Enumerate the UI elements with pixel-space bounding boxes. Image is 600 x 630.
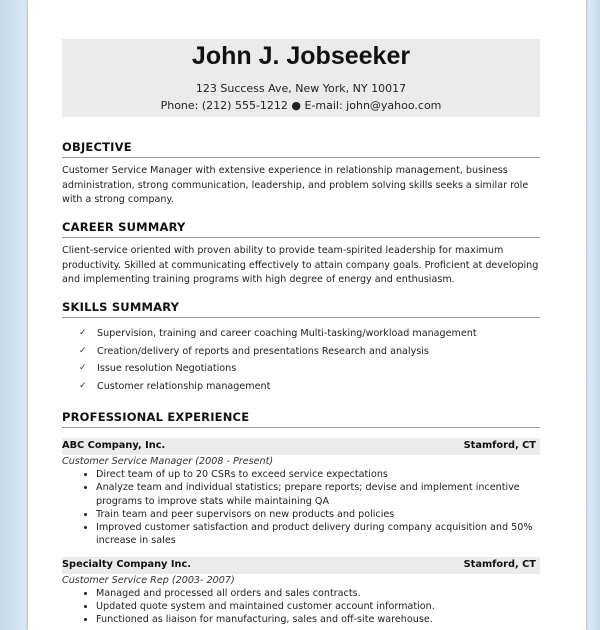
objective-section: [62, 140, 540, 208]
duty-item: • Managed and processed all orders and sales contracts.: [96, 587, 540, 600]
skill-text: Issue resolution Negotiations: [97, 363, 237, 374]
window-frame-left: [0, 0, 28, 630]
job-entry: [62, 438, 540, 548]
section-title: CAREER SUMMARY: [62, 220, 540, 238]
career-summary-text: Client-service oriented with proven ability to provide team-spirited leadership for maximum productivity. Skilled at communicating effectively to attain company goals. Proficient at developing and implementing training programs with high degree of energy and enthusiasm.: [62, 245, 539, 285]
company-name: ABC Company, Inc.: [62, 440, 166, 451]
duty-item: • Direct team of up to 20 CSRs to exceed service expectations: [96, 468, 540, 481]
job-title: Customer Service Rep (2003- 2007): [62, 574, 235, 586]
skill-item: [79, 378, 540, 396]
job-location: Stamford, CT: [463, 440, 536, 451]
skills-summary-section: [62, 300, 540, 395]
window-frame-right: [586, 0, 600, 630]
job-location: Stamford, CT: [463, 558, 536, 570]
checkmark-icon: ✓: [79, 345, 87, 356]
career-summary-section: [62, 220, 540, 288]
section-title: OBJECTIVE: [62, 140, 540, 158]
skill-item: [79, 343, 540, 361]
resume-header: [62, 39, 540, 117]
duties-list: [62, 468, 540, 548]
company-name: Specialty Company Inc.: [62, 558, 192, 570]
candidate-address: 123 Success Ave, New York, NY 10017: [195, 82, 407, 95]
skill-text: Supervision, training and career coaching Multi-tasking/workload management: [97, 328, 477, 339]
skill-text: Customer relationship management: [97, 380, 271, 392]
skill-item: [79, 360, 540, 378]
section-title: SKILLS SUMMARY: [62, 300, 540, 318]
job-header: [62, 557, 540, 574]
duty-item: • Updated quote system and maintained customer account information.: [96, 600, 540, 613]
job-title: Customer Service Manager (2008 - Present): [62, 456, 274, 467]
candidate-name: John J. Jobseeker: [191, 42, 411, 70]
checkmark-icon: ✓: [79, 363, 87, 373]
section-title: PROFESSIONAL EXPERIENCE: [62, 410, 540, 428]
skills-list: [62, 325, 540, 395]
job-header: [62, 438, 540, 455]
duty-item: • Analyze team and individual statistics; prepare reports; devise and implement incentive programs to improve stats while maintaining QA: [96, 481, 540, 508]
skill-text: Creation/delivery of reports and presentations Research and analysis: [97, 345, 429, 357]
objective-text: Customer Service Manager with extensive experience in relationship management, business administration, strong communication, leadership, and problem solving skills seeks a similar role with a strong company.: [62, 165, 529, 205]
duty-item: • Functioned as liaison for manufacturing, sales and off-site warehouse.: [96, 613, 540, 626]
duty-item: • Improved customer satisfaction and product delivery during company acquisition and 50% increase in sales: [96, 521, 540, 548]
duties-list: [62, 587, 540, 627]
professional-experience-section: [62, 410, 540, 627]
skill-item: [79, 325, 540, 343]
job-entry: [62, 557, 540, 627]
resume-page: [28, 0, 586, 630]
candidate-contact: Phone: (212) 555-1212 ● E-mail: john@yahoo.com: [160, 99, 442, 112]
checkmark-icon: ✓: [79, 380, 87, 391]
checkmark-icon: ✓: [79, 328, 87, 338]
duty-item: • Train team and peer supervisors on new products and policies: [96, 508, 540, 521]
